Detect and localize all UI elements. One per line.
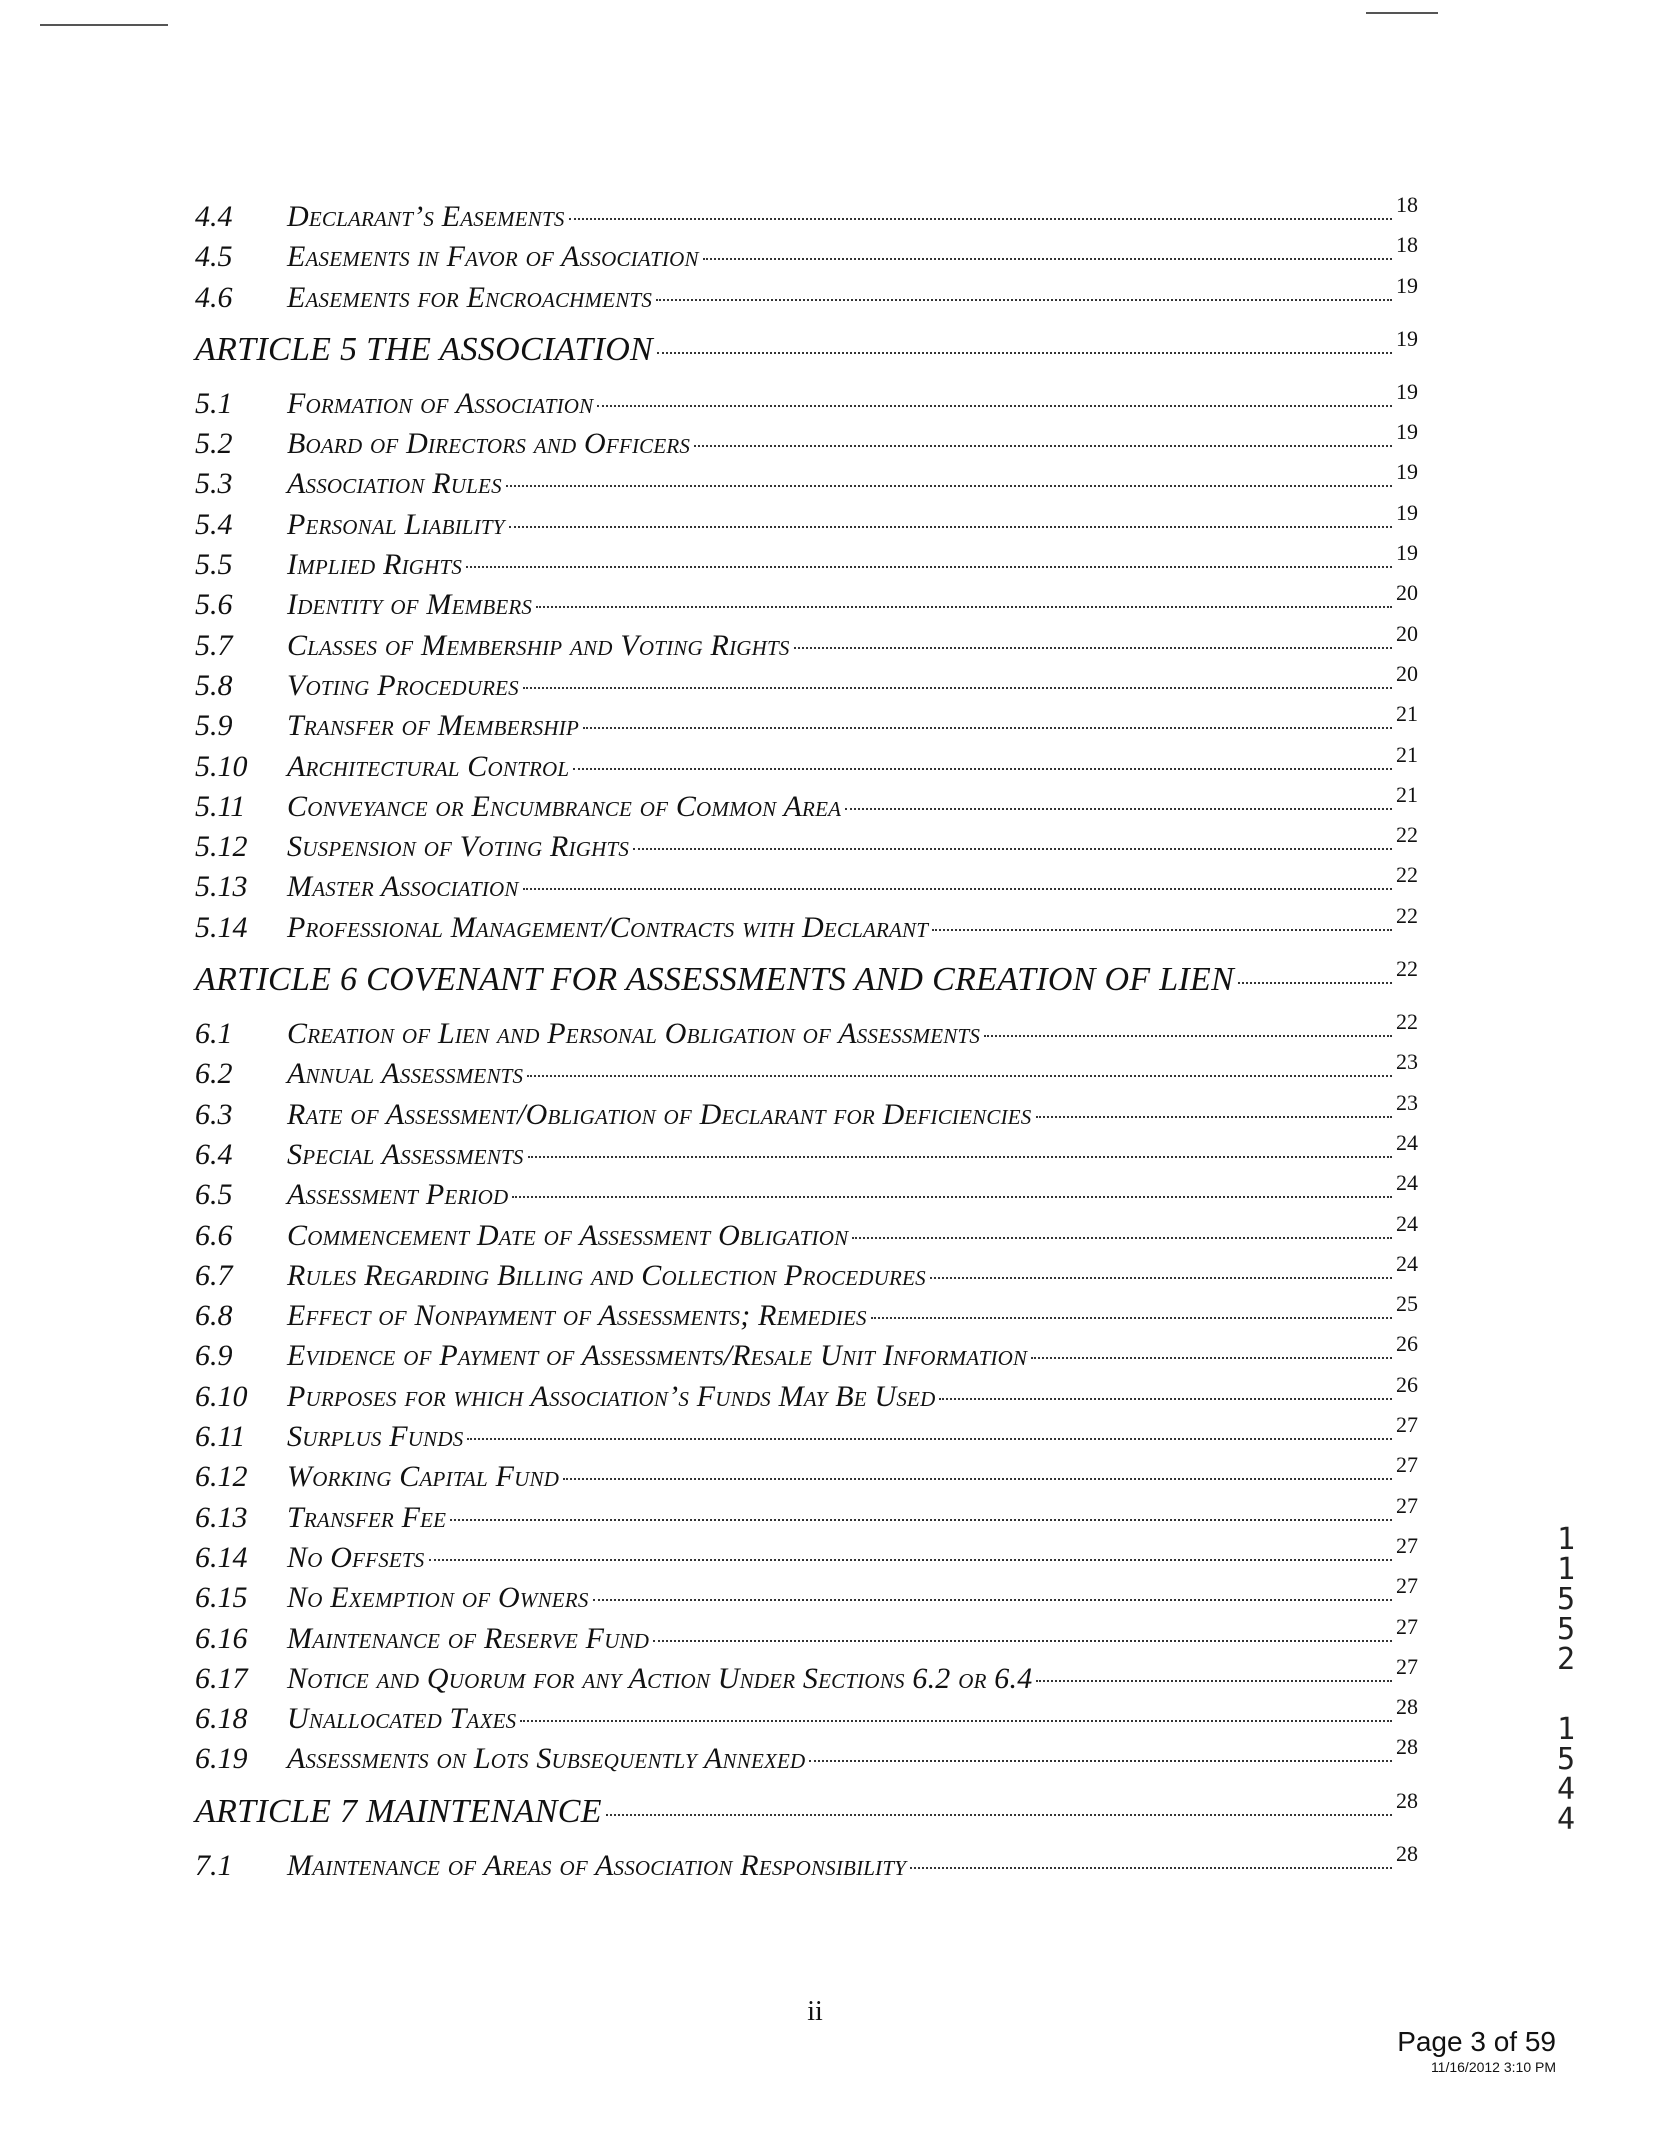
dot-leader (467, 1438, 1392, 1440)
dot-leader (597, 405, 1392, 407)
dot-leader (1036, 1116, 1393, 1118)
toc-entry-page: 24 (1396, 1129, 1418, 1155)
toc-entry (195, 1009, 1430, 1057)
toc-article-heading (195, 321, 1430, 387)
toc-entry-title: Easements for Encroachments (287, 280, 653, 314)
dot-leader (932, 929, 1392, 931)
dot-leader (845, 808, 1392, 810)
side-id-char: 4 (1556, 1772, 1576, 1807)
toc-entry-page: 21 (1396, 781, 1418, 807)
toc-entry-title: Rate of Assessment/Obligation of Declarant for Deficiencies (287, 1097, 1032, 1131)
toc-entry-number: 6.10 (195, 1379, 248, 1413)
dot-leader (794, 647, 1392, 649)
dot-leader (429, 1559, 1392, 1561)
toc-entry-title: Formation of Association (287, 386, 594, 420)
dot-leader (506, 485, 1392, 487)
toc-entry-number: 6.8 (195, 1299, 233, 1333)
toc-entry (195, 1371, 1430, 1420)
toc-entry-page: 20 (1396, 660, 1418, 686)
dot-leader (656, 299, 1392, 301)
toc-entry-number: 6.3 (195, 1097, 233, 1131)
dot-leader (583, 727, 1392, 729)
toc-entry (195, 540, 1430, 588)
side-id-char: 5 (1556, 1742, 1576, 1777)
toc-entry-number: 6.5 (195, 1178, 233, 1212)
toc-entry-page: 21 (1396, 741, 1418, 767)
toc-entry (195, 1210, 1430, 1259)
toc-entry-title: Identity of Members (287, 588, 533, 622)
toc-entry (195, 1129, 1430, 1178)
toc-entry-page: 21 (1396, 701, 1418, 727)
toc-entry-page: 24 (1396, 1210, 1418, 1236)
toc-entry-page: 27 (1396, 1613, 1418, 1639)
toc-entry-page: 20 (1396, 620, 1418, 646)
toc-entry-page: 27 (1396, 1532, 1418, 1558)
toc-entry-number: 6.17 (195, 1661, 248, 1695)
dot-leader (653, 1640, 1392, 1642)
toc-entry-page: 28 (1396, 1840, 1418, 1866)
side-id-char: 2 (1556, 1642, 1576, 1677)
toc-entry (195, 741, 1430, 790)
toc-entry-number: 5.8 (195, 668, 233, 702)
dot-leader (573, 768, 1392, 770)
dot-leader (512, 1196, 1392, 1198)
toc-entry-number: 4.4 (195, 200, 233, 233)
toc-entry (195, 1840, 1430, 1889)
toc-entry-number: 5.5 (195, 548, 233, 582)
toc-entry-number: 6.1 (195, 1017, 233, 1051)
dot-leader (703, 258, 1392, 260)
toc-entry-number: 6.4 (195, 1137, 233, 1171)
toc-entry-number: 4.5 (195, 240, 233, 274)
side-id-char: 4 (1556, 1802, 1576, 1837)
toc-entry-title: Special Assessments (287, 1137, 524, 1171)
toc-entry-page: 18 (1396, 232, 1418, 258)
toc-entry (195, 192, 1430, 240)
toc-entry-page: 19 (1396, 540, 1418, 566)
toc-entry-number: 4.6 (195, 280, 233, 314)
toc-article-heading (195, 951, 1430, 1017)
side-document-number (1552, 1522, 1580, 1837)
toc-entry-title: Conveyance or Encumbrance of Common Area (287, 789, 842, 823)
toc-entry-title: Commencement Date of Assessment Obligation (287, 1218, 849, 1252)
toc-entry (195, 1613, 1430, 1662)
toc-entry-title: Easements in Favor of Association (287, 240, 699, 274)
toc-entry-page: 20 (1396, 580, 1418, 606)
side-id-char: 5 (1556, 1612, 1576, 1647)
toc-entry (195, 1452, 1430, 1500)
toc-entry-title: Transfer of Membership (287, 709, 580, 743)
toc-entry-title: Classes of Membership and Voting Rights (287, 628, 790, 662)
toc-entry-number: 5.1 (195, 386, 233, 420)
toc-entry-page: 28 (1396, 1734, 1418, 1760)
toc-entry-page: 24 (1396, 1250, 1418, 1276)
toc-entry-number: 6.16 (195, 1621, 248, 1655)
stamp-page-count: Page 3 of 59 (1397, 2026, 1556, 2057)
side-id-char: 1 (1556, 1552, 1576, 1587)
toc-entry (195, 1734, 1430, 1782)
dot-leader (466, 566, 1392, 568)
dot-leader (633, 848, 1392, 850)
toc-entry-page: 27 (1396, 1412, 1418, 1438)
toc-entry-title: No Offsets (287, 1540, 425, 1574)
toc-entry-number: 6.19 (195, 1742, 248, 1776)
dot-leader (809, 1760, 1392, 1762)
toc-entry-title: Implied Rights (287, 548, 463, 582)
toc-entry-number: 5.7 (195, 628, 233, 662)
toc-entry-page: 23 (1396, 1089, 1418, 1115)
toc-entry-number: 6.7 (195, 1258, 233, 1292)
dot-leader (563, 1478, 1392, 1480)
toc-entry-number: 5.9 (195, 709, 233, 743)
toc-entry-number: 5.12 (195, 830, 248, 864)
toc-entry-page: 19 (1396, 272, 1418, 298)
toc-entry-title: Voting Procedures (287, 668, 519, 702)
toc-entry-page: 27 (1396, 1653, 1418, 1679)
toc-entry-number: 5.13 (195, 870, 248, 904)
toc-entry (195, 378, 1430, 427)
toc-entry (195, 1412, 1430, 1460)
toc-entry-number: 5.11 (195, 789, 246, 823)
dot-leader (450, 1519, 1392, 1521)
toc-entry-number: 5.2 (195, 427, 233, 461)
dot-leader (593, 1599, 1392, 1601)
toc-entry (195, 1049, 1430, 1097)
dot-leader (930, 1277, 1392, 1279)
toc-entry (195, 1573, 1430, 1621)
toc-entry-title: No Exemption of Owners (287, 1581, 589, 1615)
toc-entry-title: ARTICLE 5 THE ASSOCIATION (195, 330, 654, 368)
toc-entry-title: Assessment Period (287, 1178, 509, 1212)
toc-entry (195, 232, 1430, 280)
toc-entry-page: 18 (1396, 192, 1418, 217)
toc-entry (195, 499, 1430, 548)
toc-entry (195, 862, 1430, 910)
toc-entry-title: ARTICLE 6 COVENANT FOR ASSESSMENTS AND CREATION OF LIEN (195, 961, 1235, 999)
dot-leader (523, 888, 1392, 890)
toc-entry-title: Personal Liability (287, 507, 505, 541)
dot-leader (509, 526, 1392, 528)
page-stamp (1397, 2026, 1556, 2076)
toc-entry-page: 19 (1396, 419, 1418, 445)
dot-leader (871, 1317, 1392, 1319)
toc-entry-page: 28 (1396, 1694, 1418, 1720)
toc-entry-title: Rules Regarding Billing and Collection Procedures (287, 1258, 926, 1292)
side-id-char: 1 (1556, 1712, 1576, 1747)
toc-entry-title: Annual Assessments (287, 1057, 524, 1091)
toc-entry-title: Master Association (287, 870, 519, 904)
toc-entry-title: Architectural Control (287, 749, 570, 783)
toc-entry-number: 6.14 (195, 1540, 248, 1574)
dot-leader (910, 1867, 1392, 1869)
toc-entry-number: 6.6 (195, 1218, 233, 1252)
dot-leader (694, 445, 1392, 447)
toc-entry-number: 5.4 (195, 507, 233, 541)
toc-entry-number: 6.12 (195, 1460, 248, 1494)
dot-leader (606, 1814, 1392, 1816)
toc-entry-page: 22 (1396, 902, 1418, 928)
toc-entry-page: 27 (1396, 1573, 1418, 1599)
toc-article-heading (195, 1783, 1430, 1849)
toc-entry-page: 28 (1396, 1787, 1418, 1813)
dot-leader (1238, 982, 1392, 984)
toc-entry-page: 25 (1396, 1291, 1418, 1317)
toc-entry-page: 27 (1396, 1492, 1418, 1518)
dot-leader (984, 1035, 1392, 1037)
toc-entry (195, 272, 1430, 321)
dot-leader (657, 352, 1392, 354)
toc-entry-page: 22 (1396, 956, 1418, 982)
toc-entry-title: Assessments on Lots Subsequently Annexed (287, 1742, 806, 1776)
toc-entry-page: 22 (1396, 862, 1418, 888)
side-id-char: 5 (1556, 1582, 1576, 1617)
toc-entry-title: ARTICLE 7 MAINTENANCE (195, 1792, 602, 1830)
dot-leader (527, 1075, 1392, 1077)
toc-entry-title: Professional Management/Contracts with Declarant (287, 910, 929, 944)
toc-entry (195, 822, 1430, 870)
dot-leader (528, 1156, 1392, 1158)
toc-entry-page: 27 (1396, 1452, 1418, 1478)
toc-entry (195, 459, 1430, 507)
toc-entry-number: 5.14 (195, 910, 248, 944)
toc-entry-title: Surplus Funds (287, 1420, 464, 1454)
toc-entry (195, 1250, 1430, 1299)
toc-entry-title: Maintenance of Areas of Association Responsibility (287, 1848, 907, 1882)
toc-entry-title: Transfer Fee (287, 1500, 447, 1534)
toc-entry-title: Association Rules (287, 467, 502, 501)
toc-entry-title: Suspension of Voting Rights (287, 830, 630, 864)
toc-entry (195, 580, 1430, 628)
toc-entry-title: Declarant’s Easements (287, 200, 565, 233)
toc-entry-title: Board of Directors and Officers (287, 427, 691, 461)
dot-leader (1036, 1680, 1392, 1682)
toc-entry (195, 660, 1430, 709)
toc-entry-page: 19 (1396, 459, 1418, 485)
toc-entry-page: 24 (1396, 1170, 1418, 1196)
toc-entry-title: Notice and Quorum for any Action Under Sections 6.2 or 6.4 (287, 1661, 1033, 1695)
toc-entry-title: Evidence of Payment of Assessments/Resale Unit Information (287, 1339, 1028, 1373)
toc-entry-page: 23 (1396, 1049, 1418, 1075)
toc-entry-number: 6.11 (195, 1420, 246, 1454)
table-of-contents (195, 192, 1430, 1889)
toc-entry-page: 26 (1396, 1331, 1418, 1357)
scan-mark-right (1366, 12, 1438, 14)
dot-leader (523, 687, 1392, 689)
side-id-char: 1 (1556, 1522, 1576, 1557)
dot-leader (569, 218, 1392, 220)
toc-entry-title: Effect of Nonpayment of Assessments; Remedies (287, 1299, 867, 1333)
toc-entry (195, 1291, 1430, 1339)
toc-entry-page: 19 (1396, 499, 1418, 525)
dot-leader (536, 606, 1392, 608)
toc-entry-number: 6.13 (195, 1500, 248, 1534)
scan-mark-left (40, 24, 168, 26)
toc-entry-number: 7.1 (195, 1848, 233, 1882)
dot-leader (852, 1237, 1392, 1239)
toc-entry-number: 6.15 (195, 1581, 248, 1615)
toc-entry-title: Working Capital Fund (287, 1460, 560, 1494)
toc-entry-number: 6.2 (195, 1057, 233, 1091)
toc-entry (195, 1532, 1430, 1581)
toc-entry (195, 902, 1430, 951)
toc-entry-title: Purposes for which Association’s Funds May Be Used (287, 1379, 936, 1413)
toc-entry-page: 19 (1396, 325, 1418, 351)
dot-leader (520, 1720, 1392, 1722)
toc-entry (195, 1170, 1430, 1218)
stamp-date: 11/16/2012 3:10 PM (1430, 2059, 1556, 2075)
toc-entry-number: 5.3 (195, 467, 233, 501)
dot-leader (1031, 1357, 1392, 1359)
toc-entry-title: Creation of Lien and Personal Obligation of Assessments (287, 1017, 981, 1051)
toc-entry (195, 781, 1430, 830)
toc-entry (195, 1331, 1430, 1379)
toc-entry (195, 1492, 1430, 1541)
toc-entry (195, 620, 1430, 669)
toc-entry-page: 22 (1396, 822, 1418, 848)
toc-entry-page: 26 (1396, 1371, 1418, 1397)
dot-leader (939, 1398, 1392, 1400)
toc-entry (195, 1653, 1430, 1702)
toc-entry-title: Maintenance of Reserve Fund (287, 1621, 650, 1655)
roman-page-number: ii (807, 1996, 823, 2027)
toc-entry-number: 6.18 (195, 1702, 248, 1736)
toc-entry (195, 1694, 1430, 1742)
toc-entry (195, 1089, 1430, 1138)
toc-entry-page: 22 (1396, 1009, 1418, 1035)
toc-entry-number: 6.9 (195, 1339, 233, 1373)
toc-entry-number: 5.10 (195, 749, 248, 783)
toc-entry (195, 419, 1430, 467)
toc-entry (195, 701, 1430, 749)
toc-entry-number: 5.6 (195, 588, 233, 622)
toc-entry-page: 19 (1396, 378, 1418, 404)
toc-entry-title: Unallocated Taxes (287, 1702, 517, 1736)
